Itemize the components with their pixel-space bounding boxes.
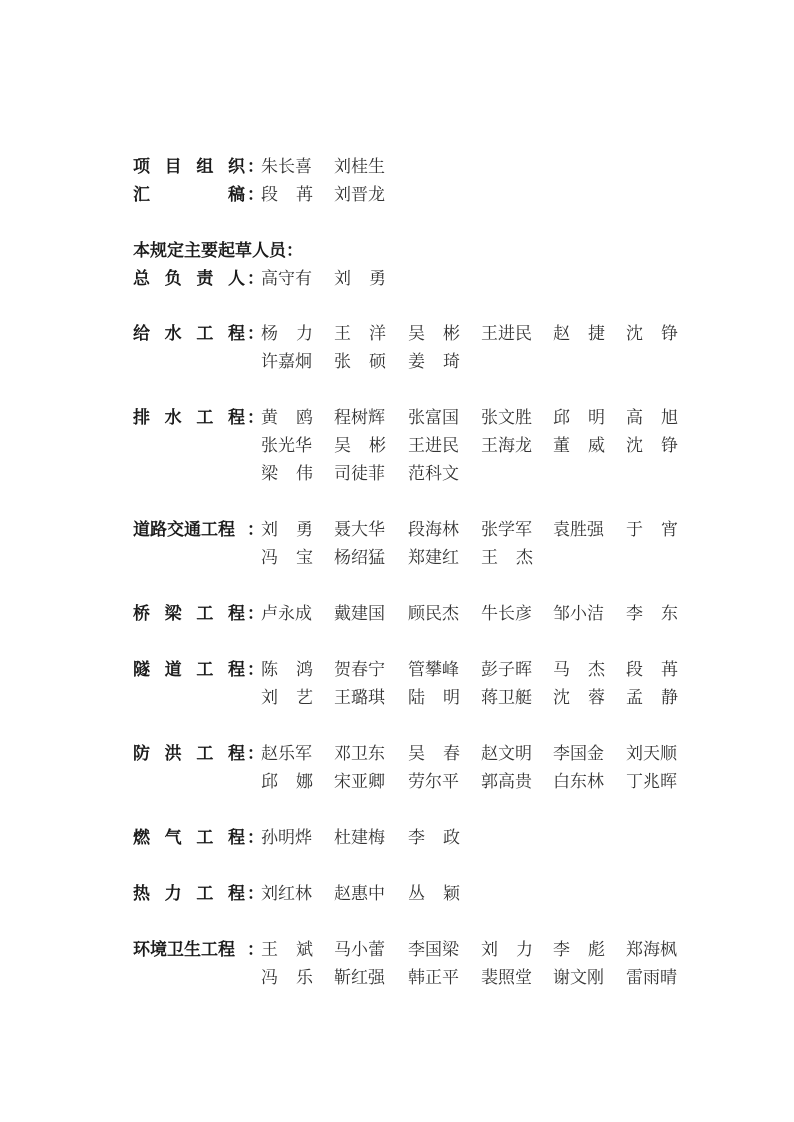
label-colon: ：: [247, 660, 264, 680]
person-name: 丁兆晖: [626, 772, 677, 792]
label-char: 梁: [164, 604, 182, 624]
label-char: 总: [133, 269, 150, 289]
person-name: 聂大华: [334, 520, 385, 540]
label-char: 水: [164, 408, 182, 428]
person-name: 靳红强: [334, 968, 385, 988]
person-name: 蒋卫艇: [481, 688, 532, 708]
person-name: 邹小洁: [553, 604, 604, 624]
label-colon: ：: [247, 185, 264, 205]
person-name: 王 洋: [334, 324, 386, 344]
person-name: 王进民: [481, 324, 532, 344]
person-name: 郑海枫: [626, 940, 677, 960]
person-name: 董 威: [553, 436, 605, 456]
person-name: 谢文刚: [553, 968, 604, 988]
label-char: 工: [196, 744, 214, 764]
label-colon: ：: [247, 520, 264, 540]
label-char: 程: [227, 408, 245, 428]
label-char: 人: [227, 269, 245, 289]
label-char: 卫: [167, 940, 184, 960]
person-name: 吴 彬: [408, 324, 460, 344]
role-label: [133, 265, 264, 293]
name-list: [261, 404, 681, 432]
name-list: [261, 320, 681, 348]
name-list: [261, 936, 681, 964]
label-char: 道: [133, 520, 150, 540]
role-label: [133, 656, 264, 684]
person-name: 许嘉炯: [261, 352, 312, 372]
role-label: [133, 181, 264, 209]
person-name: 管攀峰: [408, 660, 459, 680]
label-char: 力: [164, 884, 182, 904]
person-name: 刘天顺: [626, 744, 677, 764]
label-char: 汇: [133, 185, 150, 205]
person-name: 张 硕: [334, 352, 386, 372]
label-char: 道: [164, 660, 182, 680]
label-colon: ：: [247, 828, 264, 848]
person-name: 杨绍猛: [334, 548, 385, 568]
label-colon: ：: [247, 884, 264, 904]
label-char: 路: [150, 520, 167, 540]
person-name: 段海林: [408, 520, 459, 540]
person-name: 高守有: [261, 269, 312, 289]
label-colon: ：: [247, 744, 264, 764]
name-list: [261, 265, 681, 293]
label-char: 程: [227, 604, 245, 624]
label-colon: ：: [247, 324, 264, 344]
person-name: 李 政: [408, 828, 460, 848]
label-char: 程: [227, 324, 245, 344]
person-name: 刘桂生: [334, 157, 385, 177]
label-colon: ：: [247, 408, 264, 428]
label-char: 热: [133, 884, 150, 904]
person-name: 马小蕾: [334, 940, 385, 960]
label-char: 项: [133, 157, 150, 177]
person-name: 沈 蓉: [553, 688, 605, 708]
label-char: 给: [133, 324, 150, 344]
section-heading: 本规定主要起草人员：: [133, 241, 303, 261]
person-name: 袁胜强: [553, 520, 604, 540]
label-colon: ：: [247, 269, 264, 289]
person-name: 陈 鸿: [261, 660, 313, 680]
role-label: [133, 516, 264, 544]
person-name: 韩正平: [408, 968, 459, 988]
role-label: [133, 740, 264, 768]
label-char: 程: [218, 520, 235, 540]
name-list: [261, 544, 681, 572]
name-list: [261, 460, 681, 488]
person-name: 赵文明: [481, 744, 532, 764]
label-char: 防: [133, 744, 150, 764]
person-name: 邓卫东: [334, 744, 385, 764]
person-name: 雷雨晴: [626, 968, 677, 988]
role-label: [133, 936, 264, 964]
label-char: 境: [150, 940, 167, 960]
person-name: 王海龙: [481, 436, 532, 456]
person-name: 梁 伟: [261, 464, 313, 484]
person-name: 刘 力: [481, 940, 533, 960]
person-name: 程树辉: [334, 408, 385, 428]
person-name: 刘晋龙: [334, 185, 385, 205]
person-name: 刘 勇: [334, 269, 386, 289]
person-name: 王进民: [408, 436, 459, 456]
person-name: 于 宵: [626, 520, 678, 540]
name-list: [261, 880, 681, 908]
person-name: 司徒菲: [334, 464, 385, 484]
person-name: 段 苒: [626, 660, 678, 680]
label-char: 水: [164, 324, 182, 344]
person-name: 郭高贵: [481, 772, 532, 792]
label-char: 生: [184, 940, 201, 960]
person-name: 吴 春: [408, 744, 460, 764]
label-char: 负: [164, 269, 182, 289]
label-char: 程: [227, 828, 245, 848]
name-list: [261, 656, 681, 684]
person-name: 丛 颖: [408, 884, 460, 904]
label-char: 工: [196, 408, 214, 428]
label-char: 排: [133, 408, 150, 428]
name-list: [261, 684, 681, 712]
label-char: 隧: [133, 660, 150, 680]
label-char: 工: [196, 324, 214, 344]
label-char: 工: [196, 660, 214, 680]
label-char: 燃: [133, 828, 150, 848]
person-name: 张光华: [261, 436, 312, 456]
role-label: [133, 153, 264, 181]
person-name: 马 杰: [553, 660, 605, 680]
person-name: 刘红林: [261, 884, 312, 904]
person-name: 邱 明: [553, 408, 605, 428]
person-name: 郑建红: [408, 548, 459, 568]
label-char: 桥: [133, 604, 150, 624]
person-name: 宋亚卿: [334, 772, 385, 792]
person-name: 冯 乐: [261, 968, 313, 988]
person-name: 劳尔平: [408, 772, 459, 792]
person-name: 沈 铮: [626, 436, 678, 456]
person-name: 贺春宁: [334, 660, 385, 680]
person-name: 刘 勇: [261, 520, 313, 540]
person-name: 黄 鸥: [261, 408, 313, 428]
role-label: [133, 320, 264, 348]
person-name: 顾民杰: [408, 604, 459, 624]
person-name: 王 杰: [481, 548, 533, 568]
label-char: 环: [133, 940, 150, 960]
role-label: [133, 880, 264, 908]
name-list: [261, 600, 681, 628]
person-name: 段 苒: [261, 185, 313, 205]
person-name: 冯 宝: [261, 548, 313, 568]
person-name: 陆 明: [408, 688, 460, 708]
name-list: [261, 153, 681, 181]
name-list: [261, 516, 681, 544]
person-name: 李国梁: [408, 940, 459, 960]
name-list: [261, 740, 681, 768]
person-name: 赵 捷: [553, 324, 605, 344]
person-name: 刘 艺: [261, 688, 313, 708]
role-label: [133, 824, 264, 852]
label-char: 气: [164, 828, 182, 848]
person-name: 杜建梅: [334, 828, 385, 848]
name-list: [261, 181, 681, 209]
role-label: [133, 600, 264, 628]
person-name: 朱长喜: [261, 157, 312, 177]
label-char: 程: [218, 940, 235, 960]
person-name: 赵乐军: [261, 744, 312, 764]
name-list: [261, 432, 681, 460]
person-name: 张文胜: [481, 408, 532, 428]
label-char: 交: [167, 520, 184, 540]
person-name: 王璐琪: [334, 688, 385, 708]
label-char: 织: [227, 157, 245, 177]
label-char: 程: [227, 744, 245, 764]
name-list: [261, 964, 681, 992]
label-char: 洪: [164, 744, 182, 764]
person-name: 范科文: [408, 464, 459, 484]
label-char: 工: [196, 604, 214, 624]
person-name: 李国金: [553, 744, 604, 764]
person-name: 姜 琦: [408, 352, 460, 372]
person-name: 张学军: [481, 520, 532, 540]
label-char: 程: [227, 660, 245, 680]
label-colon: ：: [247, 157, 264, 177]
person-name: 卢永成: [261, 604, 312, 624]
person-name: 沈 铮: [626, 324, 678, 344]
label-char: 工: [201, 940, 218, 960]
label-colon: ：: [247, 604, 264, 624]
person-name: 杨 力: [261, 324, 313, 344]
label-char: 目: [164, 157, 182, 177]
person-name: 孟 静: [626, 688, 678, 708]
person-name: 孙明烨: [261, 828, 312, 848]
label-colon: ：: [247, 940, 264, 960]
name-list: [261, 824, 681, 852]
person-name: 裴照堂: [481, 968, 532, 988]
name-list: [261, 348, 681, 376]
label-char: 组: [196, 157, 214, 177]
person-name: 张富国: [408, 408, 459, 428]
person-name: 高 旭: [626, 408, 678, 428]
person-name: 戴建国: [334, 604, 385, 624]
person-name: 李 东: [626, 604, 678, 624]
person-name: 邱 娜: [261, 772, 313, 792]
person-name: 王 斌: [261, 940, 313, 960]
role-label: [133, 404, 264, 432]
person-name: 白东林: [553, 772, 604, 792]
label-char: 程: [227, 884, 245, 904]
person-name: 李 彪: [553, 940, 605, 960]
label-char: 工: [196, 828, 214, 848]
person-name: 彭子晖: [481, 660, 532, 680]
person-name: 吴 彬: [334, 436, 386, 456]
name-list: [261, 768, 681, 796]
label-char: 工: [201, 520, 218, 540]
label-char: 通: [184, 520, 201, 540]
person-name: 赵惠中: [334, 884, 385, 904]
person-name: 牛长彦: [481, 604, 532, 624]
label-char: 稿: [228, 185, 245, 205]
label-char: 责: [196, 269, 214, 289]
label-char: 工: [196, 884, 214, 904]
